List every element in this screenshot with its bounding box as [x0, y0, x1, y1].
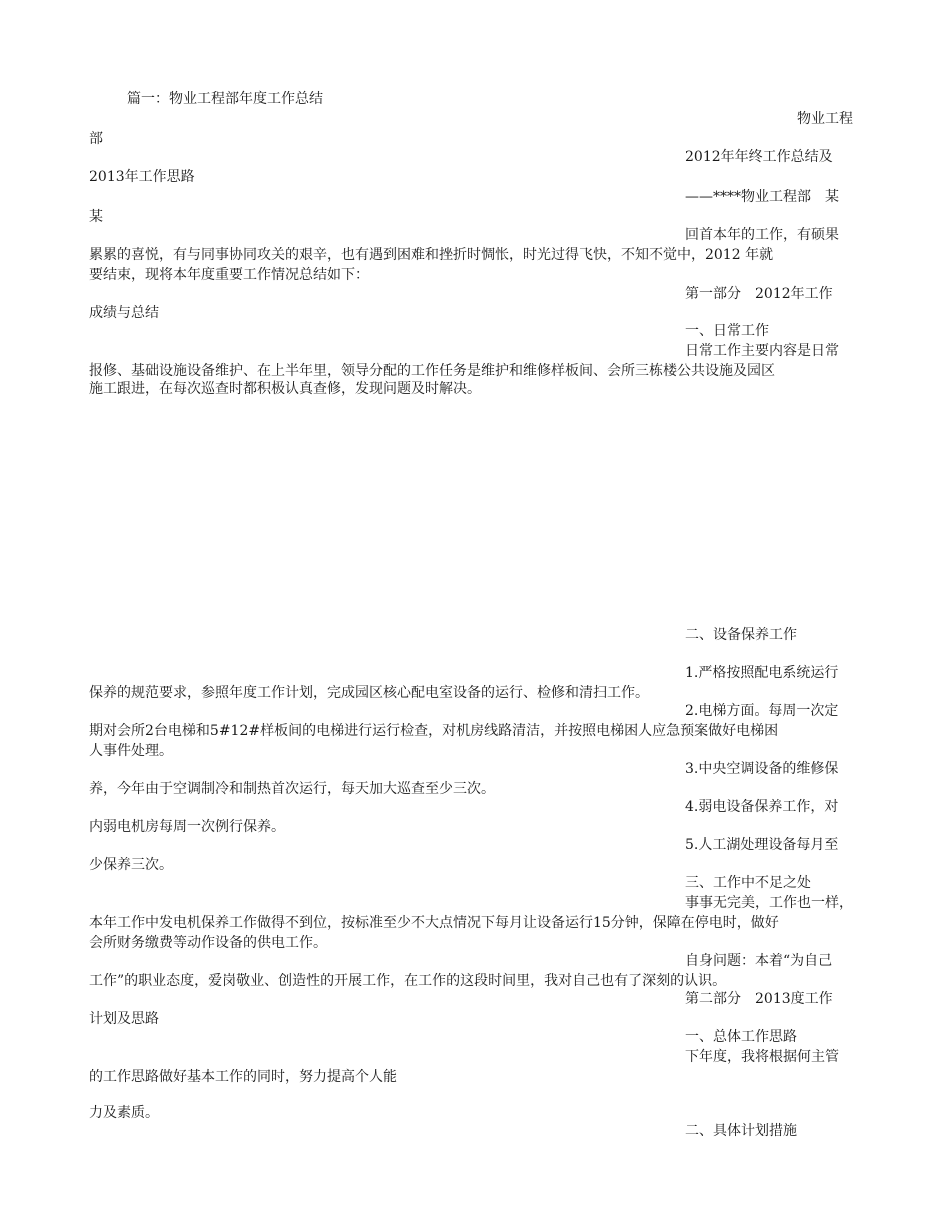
heading-line: 2012年年终工作总结及	[685, 149, 833, 165]
paragraph-line: 施工跟进，在每次巡查时都积极认真查修，发现问题及时解决。	[89, 381, 481, 397]
list-item: 5.人工湖处理设备每月至	[685, 837, 839, 853]
section-heading: 第一部分 2012年工作	[685, 286, 833, 302]
paragraph-line: 日常工作主要内容是日常	[685, 343, 839, 359]
subsection-heading: 二、设备保养工作	[685, 627, 797, 643]
paragraph-line: 人事件处理。	[89, 743, 173, 759]
subsection-heading: 一、总体工作思路	[685, 1029, 797, 1045]
paragraph-line: 力及素质。	[89, 1105, 159, 1121]
paragraph-line: 下年度，我将根据何主管	[685, 1049, 839, 1065]
list-item: 2.电梯方面。每周一次定	[685, 703, 839, 719]
paragraph-line: 少保养三次。	[89, 857, 173, 873]
paragraph-line: 养，今年由于空调制冷和制热首次运行，每天加大巡查至少三次。	[89, 781, 495, 797]
list-item: 4.弱电设备保养工作，对	[685, 799, 839, 815]
paragraph-line: 本年工作中发电机保养工作做得不到位，按标准至少不大点情况下每月让设备运行15分钟，保障在停电时，做好	[89, 915, 779, 931]
paragraph-line: 累累的喜悦，有与同事协同攻关的艰辛，也有遇到困难和挫折时惆怅，时光过得飞快，不知不觉中，2012 年就	[89, 247, 774, 263]
heading-line: 物业工程	[797, 111, 853, 127]
paragraph-line: 会所财务缴费等动作设备的供电工作。	[89, 935, 327, 951]
paragraph-line: 报修、基础设施设备维护、在上半年里，领导分配的工作任务是维护和维修样板间、会所三栋楼公共设施及园区	[89, 363, 775, 379]
document-title: 篇一：物业工程部年度工作总结	[127, 91, 323, 107]
subsection-heading: 一、日常工作	[685, 323, 769, 339]
paragraph-line: 事事无完美，工作也一样，	[685, 895, 853, 911]
section-heading: 第二部分 2013度工作	[685, 991, 833, 1007]
author-line: ——****物业工程部 某	[685, 189, 839, 205]
paragraph-line: 期对会所2台电梯和5#12#样板间的电梯进行运行检查，对机房线路清洁，并按照电梯困人应急预案做好电梯困	[89, 723, 779, 739]
paragraph-line: 保养的规范要求，参照年度工作计划，完成园区核心配电室设备的运行、检修和清扫工作。	[89, 685, 649, 701]
paragraph-line: 回首本年的工作，有硕果	[685, 227, 839, 243]
heading-line: 2013年工作思路	[89, 169, 195, 185]
subsection-heading: 三、工作中不足之处	[685, 875, 811, 891]
paragraph-line: 要结束，现将本年度重要工作情况总结如下：	[89, 267, 369, 283]
subsection-heading: 二、具体计划措施	[685, 1123, 797, 1139]
list-item: 1.严格按照配电系统运行	[685, 665, 839, 681]
paragraph-line: 的工作思路做好基本工作的同时，努力提高个人能	[89, 1069, 397, 1085]
section-heading: 计划及思路	[89, 1011, 159, 1027]
heading-line: 部	[89, 131, 103, 147]
list-item: 3.中央空调设备的维修保	[685, 761, 839, 777]
paragraph-line: 工作”的职业态度，爱岗敬业、创造性的开展工作，在工作的这段时间里，我对自己也有了深刻的认识。	[89, 973, 727, 989]
author-line: 某	[89, 209, 103, 225]
paragraph-line: 内弱电机房每周一次例行保养。	[89, 819, 285, 835]
paragraph-line: 自身问题：本着“为自己	[685, 953, 833, 969]
section-heading: 成绩与总结	[89, 305, 159, 321]
